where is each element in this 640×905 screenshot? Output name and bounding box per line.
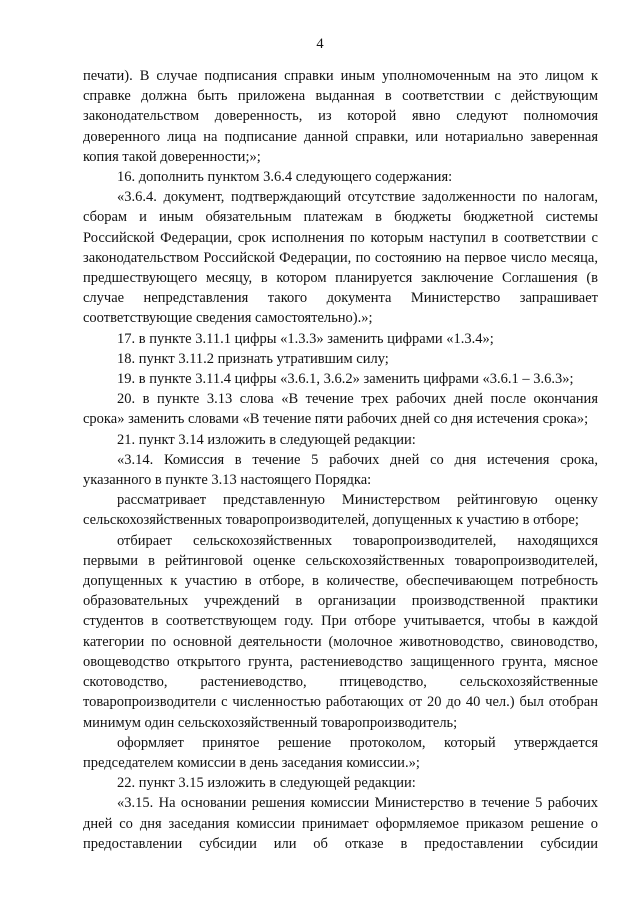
paragraph-3: «3.6.4. документ, подтверждающий отсутствие задолженности по налогам, сборам и иным обязательным платежам в бюджеты бюджетной системы Российской Федерации, срок исполнения по которым наступил в соответствии с законодательством Российской Федерации, по состоянию на первое число месяца, предшествующего месяцу, в котором планируется заключение Соглашения (в случае непредставления такого документа Министерство запрашивает соответствующие сведения самостоятельно).»; [83, 189, 598, 327]
paragraph-4: 17. в пункте 3.11.1 цифры «1.3.3» заменить цифрами «1.3.4»; [117, 330, 494, 347]
paragraph-7: 20. в пункте 3.13 слова «В течение трех рабочих дней после окончания срока» заменить словами «В течение пяти рабочих дней со дня истечения срока»; [83, 391, 598, 428]
page-number: 4 [316, 36, 324, 52]
paragraph-1: печати). В случае подписания справки иным уполномоченным на это лицом к справке должна быть приложена выданная в соответствии с действующим законодательством доверенность, из которой явно следуют полномочия доверенного лица на подписание данной справки, или нотариально заверенная копия такой доверенности;»; [83, 68, 598, 165]
paragraph-5: 18. пункт 3.11.2 признать утратившим силу; [117, 350, 389, 367]
paragraph-14: «3.15. На основании решения комиссии Министерство в течение 5 рабочих дней со дня заседания комиссии принимает оформляемое приказом решение о предоставлении субсидии или об отказе в предоставлении субсидии [83, 795, 598, 852]
document-body [83, 66, 598, 854]
paragraph-9: «3.14. Комиссия в течение 5 рабочих дней со дня истечения срока, указанного в пункте 3.13 настоящего Порядка: [83, 451, 598, 489]
paragraph-11: отбирает сельскохозяйственных товаропроизводителей, находящихся первыми в рейтинговой оценке сельскохозяйственных товаропроизводителей, допущенных к участию в отборе, в количестве, обеспечивающем потребность образовательных учреждений в организации производственной практики студентов в соответствующем году. При отборе учитывается, чтобы в каждой категории по основной деятельности (молочное животноводство, свиноводство, овощеводство открытого грунта, растениеводство защищенного грунта, мясное скотоводство, растениеводство, птицеводство, сельскохозяйственные товаропроизводители с численностью работающих от 20 до 40 чел.) был отобран минимум один сельскохозяйственный товаропроизводитель; [83, 532, 598, 731]
paragraph-6: 19. в пункте 3.11.4 цифры «3.6.1, 3.6.2» заменить цифрами «3.6.1 – 3.6.3»; [117, 371, 574, 388]
paragraph-10: рассматривает представленную Министерством рейтинговую оценку сельскохозяйственных товаропроизводителей, допущенных к участию в отборе; [83, 492, 598, 529]
paragraph-2: 16. дополнить пунктом 3.6.4 следующего содержания: [117, 169, 453, 186]
paragraph-13: 22. пункт 3.15 изложить в следующей редакции: [117, 775, 416, 792]
paragraph-8: 21. пункт 3.14 изложить в следующей редакции: [117, 431, 416, 448]
paragraph-12: оформляет принятое решение протоколом, который утверждается председателем комиссии в день заседания комиссии.»; [83, 734, 598, 771]
